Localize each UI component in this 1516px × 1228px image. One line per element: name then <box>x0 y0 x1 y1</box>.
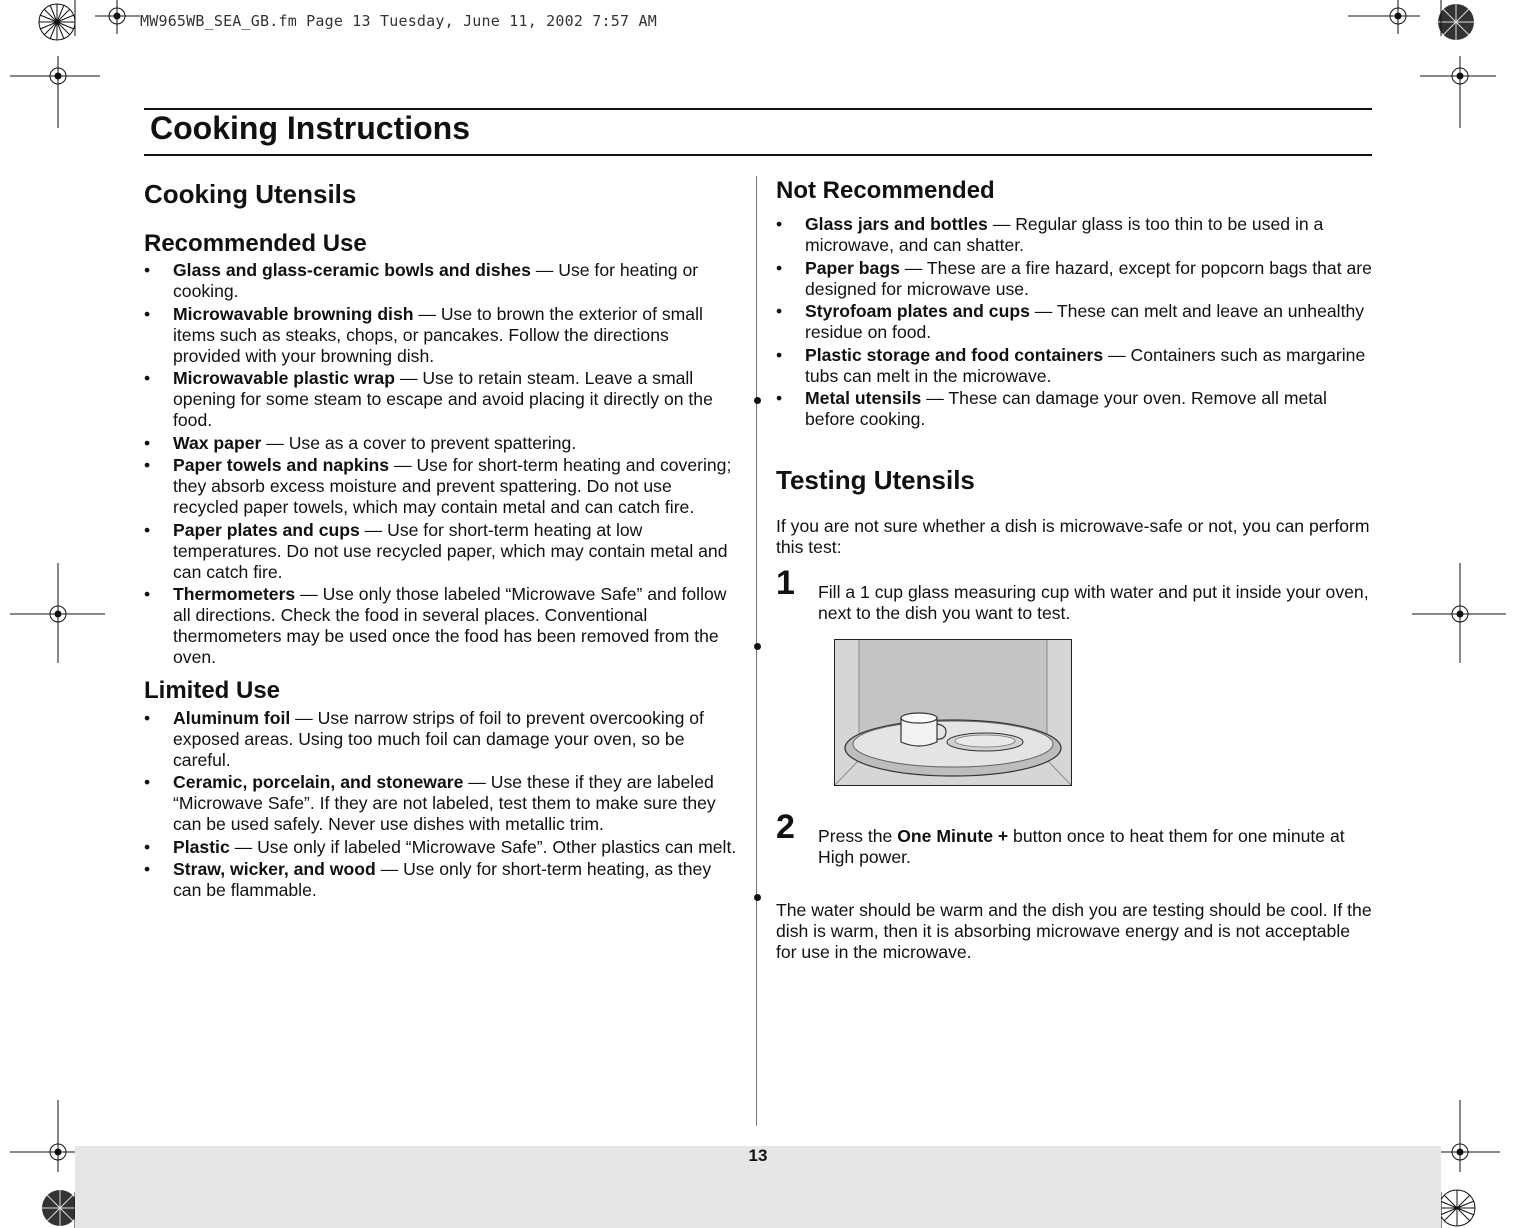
left-column <box>144 178 740 901</box>
page-number: 13 <box>748 1146 768 1165</box>
step-1 <box>776 563 1374 624</box>
step-number: 2 <box>776 807 795 846</box>
list-item: • Straw, wicker, and wood — Use only for short-term heating, as they can be flammable. <box>144 859 740 901</box>
divider-dot <box>754 894 761 901</box>
starburst-mark-bottom-left <box>42 1190 78 1226</box>
heading-not-recommended: Not Recommended <box>776 177 995 204</box>
list-item: • Thermometers — Use only those labeled “Microwave Safe” and follow all directions. Check the food in several places. Conventional thermometers may be used once the food has been removed from the oven. <box>144 584 740 668</box>
list-item: • Paper towels and napkins — Use for short-term heating and covering; they absorb excess moisture and prevent spattering. Do not use recycled paper towels, which may contain metal and can catch fire. <box>144 455 740 518</box>
heading-limited-use: Limited Use <box>144 677 281 705</box>
testing-intro: If you are not sure whether a dish is microwave-safe or not, you can perform this test: <box>776 515 1370 557</box>
divider-dot <box>754 397 761 404</box>
list-item: • Paper plates and cups — Use for short-term heating at low temperatures. Do not use recycled paper, which may contain metal and can catch fire. <box>144 520 740 583</box>
recommended-list <box>144 260 740 668</box>
starburst-mark-top-right <box>1438 4 1474 40</box>
header-rule-bottom <box>144 154 1372 156</box>
list-item: • Metal utensils — These can damage your oven. Remove all metal before cooking. <box>776 388 1374 430</box>
list-item: • Styrofoam plates and cups — These can melt and leave an unhealthy residue on food. <box>776 301 1374 343</box>
list-item: • Wax paper — Use as a cover to prevent spattering. <box>144 433 740 454</box>
step-text: Fill a 1 cup glass measuring cup with water and put it inside your oven, next to the dish you want to test. <box>818 581 1369 623</box>
section-title-cooking-utensils: Cooking Utensils <box>144 179 357 209</box>
list-item: • Microwavable plastic wrap — Use to retain steam. Leave a small opening for some steam to escape and avoid placing it directly on the food. <box>144 368 740 431</box>
list-item: • Aluminum foil — Use narrow strips of foil to prevent overcooking of exposed areas. Using too much foil can damage your oven, so be careful. <box>144 708 740 771</box>
list-item: • Microwavable browning dish — Use to brown the exterior of small items such as steaks, chops, or pancakes. Follow the directions provided with your browning dish. <box>144 304 740 367</box>
testing-conclusion: The water should be warm and the dish you are testing should be cool. If the dish is warm, then it is absorbing microwave energy and is not acceptable for use in the microwave. <box>776 899 1372 962</box>
print-header: MW965WB_SEA_GB.fm Page 13 Tuesday, June 11, 2002 7:57 AM <box>140 12 657 30</box>
list-item: • Paper bags — These are a fire hazard, except for popcorn bags that are designed for microwave use. <box>776 258 1374 300</box>
list-item: • Glass and glass-ceramic bowls and dishes — Use for heating or cooking. <box>144 260 740 302</box>
not-recommended-list <box>776 214 1374 430</box>
heading-recommended-use: Recommended Use <box>144 229 367 257</box>
section-title-testing-utensils: Testing Utensils <box>776 465 975 495</box>
step-number: 1 <box>776 563 795 602</box>
starburst-mark-top-left <box>39 4 75 40</box>
microwave-test-illustration <box>834 639 1072 786</box>
step-text: Press the One Minute + button once to heat them for one minute at High power. <box>818 825 1345 867</box>
limited-list <box>144 708 740 902</box>
right-column <box>776 176 1374 963</box>
starburst-mark-bottom-right <box>1439 1190 1475 1226</box>
column-divider <box>756 176 757 1126</box>
step-2 <box>776 807 1374 868</box>
divider-dot <box>754 643 761 650</box>
list-item: • Ceramic, porcelain, and stoneware — Use these if they are labeled “Microwave Safe”. If they are not labeled, test them to make sure they can be used safely. Never use dishes with metallic trim. <box>144 772 740 835</box>
list-item: • Plastic — Use only if labeled “Microwave Safe”. Other plastics can melt. <box>144 837 740 858</box>
list-item: • Glass jars and bottles — Regular glass is too thin to be used in a microwave, and can shatter. <box>776 214 1374 256</box>
page-title: Cooking Instructions <box>150 110 470 146</box>
one-minute-button-label: One Minute + <box>897 825 1009 846</box>
list-item: • Plastic storage and food containers — Containers such as margarine tubs can melt in the microwave. <box>776 345 1374 387</box>
